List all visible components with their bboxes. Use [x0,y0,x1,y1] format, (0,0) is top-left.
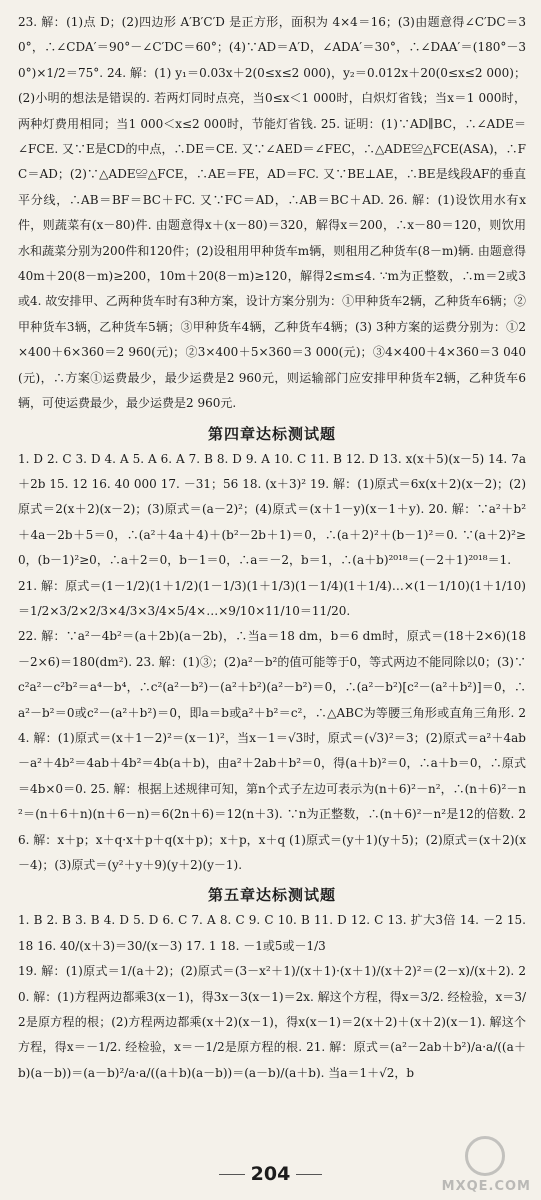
answers-ch4-q1-20: 1. D 2. C 3. D 4. A 5. A 6. A 7. B 8. D 9. A 10. C 11. B 12. D 13. x(x＋5)(x－5) 14. 7a＋2b 15. 12 16. 40 000 17. －31；56 18. (x＋3)² 19. 解：(1)原式＝6x(x＋2)(x－2)；(2)原式＝2(x＋2)(x－2)；(3)原式＝(a－2)²；(4)原式＝(x＋1－y)(x－1＋y). 20. 解：∵a²＋b²＋4a－2b＋5＝0，∴(a²＋4a＋4)＋(b²－2b＋1)＝0，∴(a＋2)²＋(b－1)²＝0. ∵(a＋2)²≥0，(b－1)²≥0，∴a＋2＝0，b－1＝0，∴a＝－2，b＝1，∴(a＋b)²⁰¹⁸＝(－2＋1)²⁰¹⁸＝1. [18,451,526,568]
site-watermark [415,1134,535,1196]
answers-ch5-q19-21: 19. 解：(1)原式＝1/(a＋2)；(2)原式＝(3－x²＋1)/(x＋1)·(x＋1)/(x＋2)²＝(2－x)/(x＋2). 20. 解：(1)方程两边都乘3(x－1)，得3x－3(x－1)＝2x. 解这个方程，得x＝3/2. 经检验，x＝3/2是原方程的根；(2)方程两边都乘(x＋2)(x－1)，得x(x－1)＝2(x＋2)＋(x＋2)(x－1). 解这个方程，得x＝－1/2. 经检验，x＝－1/2是原方程的根. 21. 解：原式＝(a²－2ab＋b²)/a·a/((a＋b)(a－b))＝(a－b)²/a·a/((a＋b)(a－b))＝(a－b)/(a＋b). 当a＝1＋√2，b [18,964,526,1080]
page-number: 204 [0,1163,541,1185]
answers-ch5-q1-18: 1. B 2. B 3. B 4. D 5. D 6. C 7. A 8. C 9. C 10. B 11. D 12. C 13. 扩大3倍 14. －2 15. 18 16. 40/(x＋3)＝30/(x－3) 17. 1 18. －1或5或－1/3 [18,913,526,953]
chapter5-heading: 第五章达标测试题 [207,886,336,905]
chapter4-heading: 第四章达标测试题 [207,424,336,443]
answer-page [18,10,526,1086]
watermark-logo-icon [465,1136,505,1176]
answers-ch3-q23-26: 23. 解：(1)点 D；(2)四边形 A′B′C′D 是正方形，面积为 4×4＝16；(3)由题意得∠C′DC＝30°，∴∠CDA′＝90°－∠C′DC＝60°；(4)∵AD＝A′D，∠ADA′＝30°，∴∠DAA′＝(180°－30°)×1/2＝75°. 24. 解：(1) y₁＝0.03x＋2(0≤x≤2 000)，y₂＝0.012x＋20(0≤x≤2 000)；(2)小明的想法是错误的. 若两灯同时点亮，当0≤x＜1 000时，白炽灯省钱；当x＝1 000时，两种灯费用相同；当1 000＜x≤2 000时，节能灯省钱. 25. 证明：(1)∵AD∥BC，∴∠ADE＝∠FCE. 又∵E是CD的中点，∴DE＝CE. 又∵∠AED＝∠FEC，∴△ADE≌△FCE(ASA)，∴FC＝AD；(2)∵△ADE≌△FCE，∴AE＝FE，AD＝FC. 又∵BE⊥AE，∴BE是线段AF的垂直平分线，∴AB＝BF＝BC＋FC. 又∵FC＝AD，∴AB＝BC＋AD. 26. 解：(1)设饮用水有x件，则蔬菜有(x－80)件. 由题意得x＋(x－80)＝320，解得x＝200，∴x－80＝120，则饮用水和蔬菜分别为200件和120件；(2)设租用甲种货车m辆，则租用乙种货车(8－m)辆. 由题意得 40m＋20(8－m)≥200，10m＋20(8－m)≥120，解得2≤m≤4. ∵m为正整数，∴m＝2或3或4. 故安排甲、乙两种货车时有3种方案，设计方案分别为：①甲种货车2辆，乙种货车6辆；②甲种货车3辆，乙种货车5辆；③甲种货车4辆，乙种货车4辆；(3) 3种方案的运费分别为：①2×400＋6×360＝2 960(元)；②3×400＋5×360＝3 000(元)；③4×400＋4×360＝3 040(元)，∴方案①运费最少，最少运费是2 960元，则运输部门应安排甲种货车2辆，乙种货车6辆，可使运费最少，最少运费是2 960元. [18,15,526,411]
watermark-text: MXQE.COM [441,1179,531,1194]
answers-ch4-q21: 21. 解：原式＝(1－1/2)(1＋1/2)(1－1/3)(1＋1/3)(1－1/4)(1＋1/4)…×(1－1/10)(1＋1/10)＝1/2×3/2×2/3×4/3×3/4×5/4×…×9/10×11/10＝11/20. [18,578,526,618]
answers-ch4-q22-26: 22. 解：∵a²－4b²＝(a＋2b)(a－2b)，∴当a＝18 dm，b＝6 dm时，原式＝(18＋2×6)(18－2×6)＝180(dm²). 23. 解：(1)③；(2)a²－b²的值可能等于0，等式两边不能同除以0；(3)∵c²a²－c²b²＝a⁴－b⁴，∴c²(a²－b²)－(a²＋b²)(a²－b²)＝0，∴(a²－b²)[c²－(a²＋b²)]＝0，∴a²－b²＝0或c²－(a²＋b²)＝0，即a＝b或a²＋b²＝c²，∴△ABC为等腰三角形或直角三角形. 24. 解：(1)原式＝(x＋1－2)²＝(x－1)²，当x－1＝√3时，原式＝(√3)²＝3；(2)原式＝a²＋4ab－a²＋4b²＝4ab＋4b²＝4b(a＋b)，由a²＋2ab＋b²＝0，得(a＋b)²＝0，∴a＋b＝0，∴原式＝4b×0＝0. 25. 解：根据上述规律可知，第n个式子左边可表示为(n＋6)²－n²，∴(n＋6)²－n²＝(n＋6＋n)(n＋6－n)＝6(2n＋6)＝12(n＋3). ∵n为正整数，∴(n＋6)²－n²是12的倍数. 26. 解：x＋p；x＋q·x＋p＋q(x＋p)；x＋p，x＋q (1)原式＝(y＋1)(y＋5)；(2)原式＝(x＋2)(x－4)；(3)原式＝(y²＋y＋9)(y＋2)(y－1). [18,629,526,872]
